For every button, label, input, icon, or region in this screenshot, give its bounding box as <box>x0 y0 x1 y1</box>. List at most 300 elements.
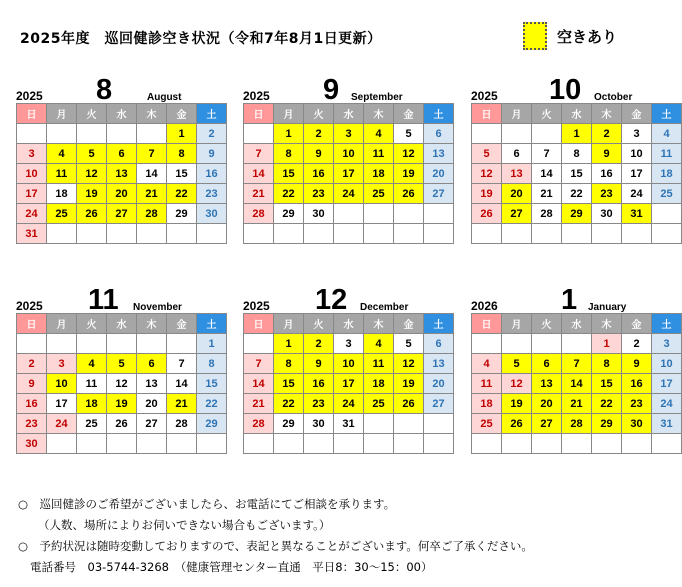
day-cell-available: 22 <box>274 184 304 204</box>
day-cell-available: 16 <box>304 374 334 394</box>
day-cell-empty <box>17 334 47 354</box>
day-cell-empty <box>472 224 502 244</box>
day-cell: 7 <box>532 144 562 164</box>
day-cell-empty <box>137 334 167 354</box>
day-cell-empty <box>652 224 682 244</box>
day-cell-empty <box>77 124 107 144</box>
calendar-year: 2025 <box>471 89 498 103</box>
day-cell: 2 <box>17 354 47 374</box>
weekday-header: 火 <box>77 314 107 334</box>
calendar-month-name: January <box>588 302 627 313</box>
day-cell-available: 10 <box>334 144 364 164</box>
weekday-header: 日 <box>17 104 47 124</box>
calendar-header <box>243 284 454 316</box>
day-cell: 9 <box>197 144 227 164</box>
day-cell: 16 <box>197 164 227 184</box>
calendar-month-number: 8 <box>96 74 113 106</box>
legend-swatch-available <box>523 22 547 50</box>
day-cell-available: 8 <box>592 354 622 374</box>
day-cell-empty <box>107 434 137 454</box>
day-cell-available: 28 <box>137 204 167 224</box>
weekday-header: 土 <box>652 104 682 124</box>
day-cell-empty <box>197 224 227 244</box>
weekday-header: 木 <box>592 314 622 334</box>
day-cell: 9 <box>17 374 47 394</box>
day-cell: 31 <box>334 414 364 434</box>
day-cell: 3 <box>652 334 682 354</box>
day-cell-empty <box>532 434 562 454</box>
day-cell-empty <box>424 204 454 224</box>
day-cell-empty <box>394 414 424 434</box>
calendar-sep-2025 <box>243 76 454 244</box>
day-cell-available: 21 <box>562 394 592 414</box>
day-cell: 27 <box>137 414 167 434</box>
calendar-jan-2026 <box>471 286 682 454</box>
day-cell: 3 <box>17 144 47 164</box>
day-cell-empty <box>394 204 424 224</box>
day-cell: 28 <box>244 414 274 434</box>
day-cell-empty <box>167 434 197 454</box>
day-cell: 28 <box>532 204 562 224</box>
day-cell-available: 16 <box>304 164 334 184</box>
weekday-header: 土 <box>197 314 227 334</box>
day-cell: 16 <box>592 164 622 184</box>
day-cell: 4 <box>652 124 682 144</box>
calendar-month-name: August <box>147 92 182 103</box>
day-cell: 6 <box>424 124 454 144</box>
day-cell-available: 24 <box>334 394 364 414</box>
day-cell-available: 21 <box>137 184 167 204</box>
weekday-header: 金 <box>394 104 424 124</box>
day-cell-empty <box>364 224 394 244</box>
day-cell-available: 20 <box>532 394 562 414</box>
page-title: 2025年度 巡回健診空き状況（令和7年8月1日更新） <box>20 31 382 47</box>
day-cell-empty <box>304 434 334 454</box>
day-cell-empty <box>472 434 502 454</box>
day-cell-available: 12 <box>77 164 107 184</box>
day-cell-empty <box>334 434 364 454</box>
calendar-grid <box>16 103 227 244</box>
calendar-header <box>471 74 682 106</box>
day-cell-available: 5 <box>502 354 532 374</box>
weekday-header: 月 <box>502 314 532 334</box>
day-cell-available: 18 <box>364 164 394 184</box>
day-cell-empty <box>47 334 77 354</box>
day-cell-available: 6 <box>107 144 137 164</box>
day-cell: 30 <box>197 204 227 224</box>
day-cell: 24 <box>622 184 652 204</box>
day-cell-empty <box>167 334 197 354</box>
weekday-header: 水 <box>562 314 592 334</box>
day-cell: 23 <box>17 414 47 434</box>
calendar-year: 2025 <box>243 89 270 103</box>
calendar-month-name: October <box>594 92 633 103</box>
day-cell-available: 8 <box>167 144 197 164</box>
day-cell-empty <box>47 124 77 144</box>
day-cell-empty <box>532 334 562 354</box>
weekday-header: 水 <box>107 104 137 124</box>
weekday-header: 月 <box>274 314 304 334</box>
day-cell: 12 <box>472 164 502 184</box>
day-cell-available: 7 <box>137 144 167 164</box>
calendar-month-number: 1 <box>561 284 578 316</box>
day-cell-available: 25 <box>364 184 394 204</box>
calendar-month-name: December <box>360 302 409 313</box>
weekday-header: 木 <box>364 104 394 124</box>
day-cell: 6 <box>502 144 532 164</box>
day-cell-available: 2 <box>304 334 334 354</box>
day-cell-available: 5 <box>77 144 107 164</box>
day-cell: 2 <box>197 124 227 144</box>
weekday-header: 金 <box>622 104 652 124</box>
day-cell-available: 16 <box>622 374 652 394</box>
day-cell-empty <box>652 434 682 454</box>
day-cell-available: 1 <box>167 124 197 144</box>
day-cell-empty <box>652 204 682 224</box>
day-cell-empty <box>47 224 77 244</box>
calendar-header <box>16 74 227 106</box>
legend <box>523 22 617 50</box>
day-cell-empty <box>562 434 592 454</box>
day-cell-empty <box>502 124 532 144</box>
day-cell: 31 <box>652 414 682 434</box>
weekday-header: 日 <box>472 314 502 334</box>
weekday-header: 火 <box>532 314 562 334</box>
day-cell-available: 22 <box>592 394 622 414</box>
calendar-year: 2026 <box>471 299 498 313</box>
day-cell-empty <box>334 224 364 244</box>
day-cell-empty <box>304 224 334 244</box>
weekday-header: 土 <box>424 314 454 334</box>
calendar-year: 2025 <box>16 89 43 103</box>
day-cell: 1 <box>197 334 227 354</box>
weekday-header: 金 <box>167 104 197 124</box>
day-cell: 24 <box>17 204 47 224</box>
day-cell-empty <box>77 224 107 244</box>
day-cell-available: 26 <box>77 204 107 224</box>
calendar-grid <box>471 103 682 244</box>
day-cell-empty <box>472 334 502 354</box>
day-cell: 24 <box>652 394 682 414</box>
day-cell: 19 <box>472 184 502 204</box>
day-cell: 5 <box>394 334 424 354</box>
day-cell: 1 <box>592 334 622 354</box>
day-cell: 30 <box>592 204 622 224</box>
calendar-dec-2025 <box>243 286 454 454</box>
day-cell-available: 6 <box>532 354 562 374</box>
day-cell-empty <box>107 124 137 144</box>
day-cell-available: 26 <box>394 184 424 204</box>
day-cell-available: 29 <box>562 204 592 224</box>
day-cell: 20 <box>424 164 454 184</box>
day-cell-empty <box>622 224 652 244</box>
day-cell: 12 <box>107 374 137 394</box>
day-cell: 12 <box>502 374 532 394</box>
note-line-2: （人数、場所によりお伺いできない場合もございます。） <box>38 518 331 532</box>
day-cell: 15 <box>562 164 592 184</box>
day-cell: 20 <box>424 374 454 394</box>
calendar-month-number: 9 <box>323 74 340 106</box>
note-line-3: ○ 予約状況は随時変動しておりますので、表記と異なることがございます。何卒ご了承ください。 <box>18 539 533 553</box>
day-cell: 11 <box>77 374 107 394</box>
day-cell-empty <box>424 434 454 454</box>
weekday-header: 木 <box>592 104 622 124</box>
calendar-month-name: November <box>133 302 182 313</box>
calendar-month-number: 12 <box>315 284 348 316</box>
day-cell-available: 19 <box>107 394 137 414</box>
weekday-header: 火 <box>304 314 334 334</box>
day-cell-empty <box>137 434 167 454</box>
day-cell: 25 <box>652 184 682 204</box>
day-cell: 28 <box>244 204 274 224</box>
day-cell-empty <box>394 224 424 244</box>
day-cell-available: 8 <box>274 354 304 374</box>
day-cell-empty <box>244 224 274 244</box>
day-cell: 20 <box>137 394 167 414</box>
day-cell-empty <box>592 434 622 454</box>
day-cell: 30 <box>304 204 334 224</box>
day-cell-empty <box>244 434 274 454</box>
day-cell-available: 6 <box>137 354 167 374</box>
day-cell: 14 <box>532 164 562 184</box>
weekday-header: 水 <box>562 104 592 124</box>
day-cell: 15 <box>167 164 197 184</box>
calendar-year: 2025 <box>16 299 43 313</box>
day-cell: 17 <box>17 184 47 204</box>
calendar-month-number: 10 <box>549 74 582 106</box>
day-cell-available: 13 <box>532 374 562 394</box>
day-cell-empty <box>502 434 532 454</box>
day-cell-available: 31 <box>622 204 652 224</box>
day-cell: 4 <box>472 354 502 374</box>
day-cell-empty <box>364 204 394 224</box>
weekday-header: 金 <box>394 314 424 334</box>
calendar-grid <box>471 313 682 454</box>
day-cell-available: 18 <box>364 374 394 394</box>
calendar-nov-2025 <box>16 286 227 454</box>
weekday-header: 水 <box>334 104 364 124</box>
day-cell: 5 <box>472 144 502 164</box>
day-cell-empty <box>274 434 304 454</box>
day-cell-available: 9 <box>622 354 652 374</box>
day-cell: 23 <box>197 184 227 204</box>
day-cell-available: 10 <box>334 354 364 374</box>
day-cell-available: 24 <box>334 184 364 204</box>
day-cell: 10 <box>652 354 682 374</box>
day-cell: 18 <box>472 394 502 414</box>
calendar-header <box>471 284 682 316</box>
day-cell-available: 4 <box>364 124 394 144</box>
day-cell-empty <box>532 124 562 144</box>
day-cell-available: 19 <box>394 164 424 184</box>
day-cell: 21 <box>244 394 274 414</box>
day-cell: 13 <box>424 144 454 164</box>
day-cell-available: 22 <box>274 394 304 414</box>
day-cell-available: 25 <box>47 204 77 224</box>
weekday-header: 月 <box>47 314 77 334</box>
weekday-header: 月 <box>274 104 304 124</box>
day-cell-available: 23 <box>622 394 652 414</box>
day-cell-empty <box>502 334 532 354</box>
day-cell: 18 <box>47 184 77 204</box>
weekday-header: 火 <box>532 104 562 124</box>
day-cell: 8 <box>197 354 227 374</box>
day-cell: 18 <box>652 164 682 184</box>
calendar-header <box>243 74 454 106</box>
day-cell-empty <box>137 124 167 144</box>
legend-label: 空きあり <box>557 27 618 46</box>
day-cell-empty <box>532 224 562 244</box>
day-cell: 7 <box>244 354 274 374</box>
day-cell-available: 13 <box>107 164 137 184</box>
weekday-header: 日 <box>244 314 274 334</box>
calendar-oct-2025 <box>471 76 682 244</box>
day-cell: 27 <box>424 184 454 204</box>
weekday-header: 火 <box>77 104 107 124</box>
day-cell: 8 <box>562 144 592 164</box>
weekday-header: 日 <box>472 104 502 124</box>
day-cell-empty <box>77 334 107 354</box>
day-cell: 13 <box>137 374 167 394</box>
calendar-year: 2025 <box>243 299 270 313</box>
day-cell-available: 5 <box>107 354 137 374</box>
day-cell-empty <box>107 334 137 354</box>
day-cell: 13 <box>424 354 454 374</box>
calendar-header <box>16 284 227 316</box>
day-cell-available: 9 <box>592 144 622 164</box>
day-cell: 3 <box>47 354 77 374</box>
day-cell-available: 17 <box>334 374 364 394</box>
calendar-grid <box>16 313 227 454</box>
note-line-4: 電話番号 03-5744-3268 （健康管理センター直通 平日8：30～15：00） <box>30 560 433 574</box>
day-cell-available: 21 <box>167 394 197 414</box>
day-cell-available: 9 <box>304 354 334 374</box>
calendar-grid <box>243 103 454 244</box>
weekday-header: 土 <box>652 314 682 334</box>
day-cell: 14 <box>244 164 274 184</box>
day-cell: 22 <box>562 184 592 204</box>
day-cell: 7 <box>167 354 197 374</box>
weekday-header: 水 <box>107 314 137 334</box>
day-cell-available: 12 <box>394 144 424 164</box>
day-cell-available: 11 <box>364 144 394 164</box>
day-cell: 10 <box>17 164 47 184</box>
day-cell: 14 <box>244 374 274 394</box>
day-cell-empty <box>274 224 304 244</box>
day-cell-available: 15 <box>274 374 304 394</box>
day-cell-available: 15 <box>274 164 304 184</box>
day-cell-empty <box>502 224 532 244</box>
day-cell-empty <box>167 224 197 244</box>
day-cell: 5 <box>394 124 424 144</box>
day-cell-available: 22 <box>167 184 197 204</box>
day-cell-empty <box>592 224 622 244</box>
day-cell-available: 4 <box>77 354 107 374</box>
day-cell: 29 <box>274 204 304 224</box>
day-cell-empty <box>137 224 167 244</box>
day-cell-available: 14 <box>562 374 592 394</box>
day-cell: 29 <box>167 204 197 224</box>
day-cell-empty <box>424 414 454 434</box>
day-cell: 25 <box>77 414 107 434</box>
day-cell-available: 23 <box>304 184 334 204</box>
day-cell: 3 <box>334 334 364 354</box>
weekday-header: 木 <box>137 314 167 334</box>
day-cell-available: 3 <box>334 124 364 144</box>
day-cell: 6 <box>424 334 454 354</box>
day-cell: 31 <box>17 224 47 244</box>
day-cell-available: 19 <box>394 374 424 394</box>
day-cell-available: 1 <box>274 124 304 144</box>
day-cell: 21 <box>532 184 562 204</box>
day-cell-empty <box>334 204 364 224</box>
day-cell: 17 <box>47 394 77 414</box>
weekday-header: 月 <box>502 104 532 124</box>
day-cell-empty <box>107 224 137 244</box>
day-cell-empty <box>364 434 394 454</box>
day-cell-available: 2 <box>592 124 622 144</box>
calendar-month-number: 11 <box>88 284 119 316</box>
day-cell-empty <box>47 434 77 454</box>
day-cell: 17 <box>652 374 682 394</box>
day-cell: 30 <box>304 414 334 434</box>
day-cell-available: 28 <box>562 414 592 434</box>
weekday-header: 木 <box>364 314 394 334</box>
day-cell-available: 1 <box>274 334 304 354</box>
day-cell-available: 4 <box>47 144 77 164</box>
day-cell: 16 <box>17 394 47 414</box>
day-cell-empty <box>197 434 227 454</box>
day-cell-available: 12 <box>394 354 424 374</box>
day-cell: 17 <box>622 164 652 184</box>
day-cell-empty <box>472 124 502 144</box>
weekday-header: 日 <box>244 104 274 124</box>
day-cell-available: 27 <box>532 414 562 434</box>
day-cell-empty <box>562 224 592 244</box>
day-cell: 2 <box>622 334 652 354</box>
day-cell-available: 8 <box>274 144 304 164</box>
day-cell-empty <box>244 124 274 144</box>
day-cell: 30 <box>17 434 47 454</box>
day-cell-available: 7 <box>562 354 592 374</box>
day-cell-available: 30 <box>622 414 652 434</box>
day-cell-available: 4 <box>364 334 394 354</box>
day-cell-available: 23 <box>592 184 622 204</box>
day-cell-empty <box>244 334 274 354</box>
day-cell: 29 <box>197 414 227 434</box>
day-cell: 27 <box>424 394 454 414</box>
day-cell-available: 11 <box>47 164 77 184</box>
weekday-header: 金 <box>622 314 652 334</box>
weekday-header: 土 <box>197 104 227 124</box>
day-cell: 3 <box>622 124 652 144</box>
day-cell: 26 <box>472 204 502 224</box>
day-cell: 10 <box>622 144 652 164</box>
weekday-header: 月 <box>47 104 77 124</box>
day-cell-available: 25 <box>364 394 394 414</box>
day-cell: 28 <box>167 414 197 434</box>
day-cell-available: 27 <box>107 204 137 224</box>
day-cell: 21 <box>244 184 274 204</box>
day-cell-available: 23 <box>304 394 334 414</box>
day-cell-available: 17 <box>334 164 364 184</box>
weekday-header: 土 <box>424 104 454 124</box>
day-cell-available: 26 <box>394 394 424 414</box>
day-cell: 7 <box>244 144 274 164</box>
day-cell-empty <box>424 224 454 244</box>
day-cell: 14 <box>137 164 167 184</box>
day-cell-available: 18 <box>77 394 107 414</box>
